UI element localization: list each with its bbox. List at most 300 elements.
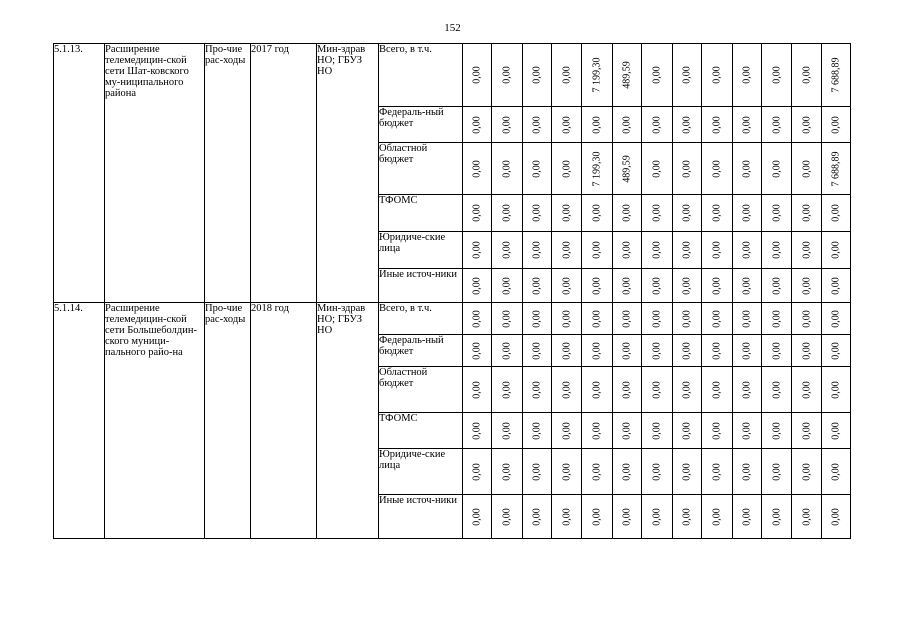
value-text: 0,00	[651, 204, 663, 222]
value-cell	[702, 335, 733, 367]
value-text: 0,00	[741, 507, 753, 526]
value-cell	[733, 195, 762, 232]
value-cell	[822, 413, 851, 449]
value-text: 0,00	[830, 507, 842, 526]
value-text: 0,00	[501, 507, 513, 526]
value-cell	[552, 195, 582, 232]
value-cell	[762, 303, 792, 335]
value-text: 0,00	[561, 341, 572, 360]
value-cell	[792, 413, 822, 449]
value-cell	[582, 413, 613, 449]
value-text: 0,00	[771, 159, 782, 178]
value-cell	[552, 303, 582, 335]
value-text: 0,00	[561, 507, 572, 526]
value-cell	[733, 44, 762, 107]
value-text: 0,00	[711, 159, 723, 178]
value-text: 0,00	[801, 507, 812, 526]
executor: Мин-здрав НО; ГБУЗ НО	[317, 303, 379, 539]
value-cell	[552, 107, 582, 143]
value-text: 0,00	[591, 204, 603, 222]
value-text: 0,00	[531, 66, 543, 84]
value-text: 0,00	[591, 341, 603, 360]
funding-source: Всего, в т.ч.	[379, 303, 463, 335]
value-text: 0,00	[501, 115, 513, 134]
funding-source: Юридиче-ские лица	[379, 449, 463, 495]
value-text: 0,00	[651, 421, 663, 440]
value-text: 0,00	[801, 309, 812, 328]
value-cell	[673, 107, 702, 143]
value-cell	[673, 44, 702, 107]
value-cell	[582, 44, 613, 107]
value-text: 0,00	[501, 159, 513, 178]
value-text: 0,00	[561, 159, 572, 178]
value-text: 0,00	[771, 241, 782, 259]
value-cell	[673, 367, 702, 413]
value-text: 0,00	[471, 159, 483, 178]
value-text: 7 688,89	[830, 57, 842, 93]
value-text: 0,00	[471, 380, 483, 399]
value-text: 0,00	[531, 341, 543, 360]
value-cell	[463, 495, 492, 539]
value-cell	[523, 303, 552, 335]
value-text: 0,00	[741, 421, 753, 440]
value-text: 0,00	[591, 276, 603, 295]
value-cell	[792, 449, 822, 495]
value-text: 0,00	[651, 241, 663, 259]
value-text: 0,00	[771, 380, 782, 399]
value-text: 0,00	[621, 341, 633, 360]
value-cell	[733, 232, 762, 269]
value-cell	[702, 495, 733, 539]
value-cell	[492, 367, 523, 413]
value-cell	[762, 495, 792, 539]
value-cell	[613, 367, 642, 413]
value-text: 0,00	[531, 159, 543, 178]
value-text: 0,00	[711, 204, 723, 222]
value-cell	[523, 269, 552, 303]
value-cell	[673, 303, 702, 335]
value-text: 0,00	[681, 341, 693, 360]
value-text: 0,00	[711, 421, 723, 440]
value-text: 0,00	[561, 115, 572, 134]
value-text: 489,59	[621, 61, 633, 89]
value-cell	[492, 107, 523, 143]
value-text: 0,00	[591, 115, 603, 134]
value-text: 0,00	[681, 276, 693, 295]
value-text: 0,00	[681, 115, 693, 134]
value-text: 0,00	[801, 421, 812, 440]
value-text: 0,00	[621, 380, 633, 399]
value-text: 0,00	[621, 276, 633, 295]
value-cell	[642, 413, 673, 449]
value-text: 0,00	[531, 241, 543, 259]
value-text: 0,00	[531, 309, 543, 328]
value-text: 0,00	[830, 462, 842, 481]
value-text: 0,00	[741, 309, 753, 328]
value-cell	[642, 195, 673, 232]
value-text: 0,00	[830, 241, 842, 259]
value-text: 0,00	[621, 507, 633, 526]
value-cell	[673, 232, 702, 269]
value-text: 0,00	[681, 241, 693, 259]
value-text: 0,00	[771, 421, 782, 440]
value-cell	[463, 195, 492, 232]
value-cell	[702, 107, 733, 143]
value-cell	[552, 367, 582, 413]
value-cell	[673, 269, 702, 303]
value-cell	[673, 195, 702, 232]
value-text: 0,00	[801, 462, 812, 481]
value-text: 0,00	[621, 204, 633, 222]
value-text: 0,00	[591, 241, 603, 259]
value-cell	[702, 303, 733, 335]
value-text: 0,00	[651, 66, 663, 84]
value-cell	[492, 449, 523, 495]
value-cell	[492, 303, 523, 335]
value-cell	[792, 195, 822, 232]
value-text: 0,00	[711, 115, 723, 134]
value-cell	[733, 143, 762, 195]
value-cell	[792, 232, 822, 269]
value-cell	[523, 143, 552, 195]
value-cell	[822, 195, 851, 232]
funding-source: Юридиче-ские лица	[379, 232, 463, 269]
row-code: 5.1.14.	[54, 303, 105, 539]
value-cell	[792, 269, 822, 303]
value-text: 0,00	[621, 241, 633, 259]
value-text: 0,00	[711, 309, 723, 328]
value-text: 0,00	[471, 204, 483, 222]
value-text: 0,00	[531, 380, 543, 399]
year: 2017 год	[251, 44, 317, 303]
value-text: 0,00	[741, 241, 753, 259]
value-cell	[552, 335, 582, 367]
value-cell	[762, 107, 792, 143]
value-text: 0,00	[711, 341, 723, 360]
value-cell	[552, 495, 582, 539]
value-cell	[792, 335, 822, 367]
value-text: 0,00	[501, 462, 513, 481]
value-text: 0,00	[801, 159, 812, 178]
value-cell	[552, 232, 582, 269]
value-cell	[492, 232, 523, 269]
value-cell	[673, 335, 702, 367]
expense-type: Про-чие рас-ходы	[205, 303, 251, 539]
value-cell	[733, 367, 762, 413]
value-cell	[523, 495, 552, 539]
value-text: 0,00	[801, 204, 812, 222]
value-text: 0,00	[681, 462, 693, 481]
value-text: 0,00	[621, 115, 633, 134]
value-text: 0,00	[830, 421, 842, 440]
value-text: 0,00	[741, 462, 753, 481]
value-cell	[582, 232, 613, 269]
value-text: 0,00	[561, 421, 572, 440]
value-text: 0,00	[651, 276, 663, 295]
value-cell	[523, 413, 552, 449]
value-text: 0,00	[531, 115, 543, 134]
measure-name: Расширение телемедицин-ской сети Шат-ковского му-ниципального района	[105, 44, 205, 303]
value-cell	[523, 449, 552, 495]
value-text: 0,00	[621, 462, 633, 481]
value-text: 0,00	[591, 507, 603, 526]
value-text: 0,00	[471, 421, 483, 440]
value-cell	[673, 449, 702, 495]
value-text: 0,00	[561, 241, 572, 259]
value-text: 0,00	[531, 507, 543, 526]
value-text: 0,00	[771, 66, 782, 84]
value-cell	[673, 413, 702, 449]
value-text: 0,00	[501, 341, 513, 360]
value-cell	[762, 195, 792, 232]
value-cell	[582, 303, 613, 335]
value-text: 0,00	[501, 309, 513, 328]
value-cell	[702, 44, 733, 107]
value-text: 0,00	[501, 241, 513, 259]
value-cell	[702, 195, 733, 232]
value-text: 0,00	[591, 380, 603, 399]
table-row	[54, 303, 851, 335]
value-cell	[582, 335, 613, 367]
value-text: 0,00	[801, 66, 812, 84]
value-text: 0,00	[501, 421, 513, 440]
funding-source: ТФОМС	[379, 195, 463, 232]
value-cell	[733, 335, 762, 367]
value-cell	[762, 269, 792, 303]
value-cell	[523, 107, 552, 143]
value-text: 0,00	[711, 462, 723, 481]
value-cell	[792, 303, 822, 335]
value-text: 0,00	[681, 507, 693, 526]
value-text: 0,00	[501, 204, 513, 222]
value-cell	[613, 232, 642, 269]
value-cell	[822, 303, 851, 335]
value-cell	[762, 449, 792, 495]
value-cell	[582, 195, 613, 232]
value-cell	[733, 269, 762, 303]
value-cell	[613, 449, 642, 495]
value-cell	[613, 107, 642, 143]
value-cell	[702, 413, 733, 449]
value-text: 0,00	[830, 309, 842, 328]
value-cell	[523, 44, 552, 107]
value-text: 0,00	[830, 204, 842, 222]
value-cell	[552, 413, 582, 449]
value-text: 0,00	[651, 462, 663, 481]
value-text: 0,00	[591, 421, 603, 440]
value-cell	[642, 335, 673, 367]
value-cell	[792, 107, 822, 143]
value-cell	[463, 303, 492, 335]
value-text: 0,00	[531, 421, 543, 440]
value-cell	[762, 413, 792, 449]
value-text: 0,00	[651, 380, 663, 399]
value-cell	[463, 269, 492, 303]
value-text: 0,00	[801, 276, 812, 295]
value-cell	[552, 269, 582, 303]
value-cell	[463, 449, 492, 495]
value-text: 0,00	[681, 421, 693, 440]
executor: Мин-здрав НО; ГБУЗ НО	[317, 44, 379, 303]
value-text: 0,00	[801, 341, 812, 360]
value-text: 0,00	[830, 341, 842, 360]
value-text: 0,00	[741, 115, 753, 134]
value-cell	[642, 107, 673, 143]
value-text: 0,00	[531, 276, 543, 295]
table-row	[54, 44, 851, 107]
value-cell	[582, 107, 613, 143]
funding-source: Всего, в т.ч.	[379, 44, 463, 107]
value-text: 0,00	[711, 66, 723, 84]
value-cell	[552, 44, 582, 107]
value-text: 7 199,30	[591, 151, 603, 186]
value-cell	[642, 495, 673, 539]
value-text: 0,00	[501, 66, 513, 84]
value-cell	[733, 449, 762, 495]
value-text: 0,00	[771, 115, 782, 134]
value-cell	[492, 44, 523, 107]
funding-source: ТФОМС	[379, 413, 463, 449]
expense-type: Про-чие рас-ходы	[205, 44, 251, 303]
value-text: 0,00	[801, 241, 812, 259]
value-cell	[762, 335, 792, 367]
value-text: 0,00	[561, 309, 572, 328]
value-text: 0,00	[711, 241, 723, 259]
value-text: 0,00	[711, 276, 723, 295]
value-text: 0,00	[681, 159, 693, 178]
value-cell	[492, 143, 523, 195]
value-text: 0,00	[741, 159, 753, 178]
value-text: 0,00	[741, 204, 753, 222]
value-text: 0,00	[830, 276, 842, 295]
page-number: 152	[444, 22, 461, 34]
value-cell	[792, 495, 822, 539]
value-text: 0,00	[561, 462, 572, 481]
value-cell	[762, 143, 792, 195]
value-text: 0,00	[651, 507, 663, 526]
value-cell	[642, 269, 673, 303]
value-text: 489,59	[621, 154, 633, 183]
value-cell	[822, 269, 851, 303]
value-cell	[642, 367, 673, 413]
value-text: 0,00	[531, 462, 543, 481]
budget-table	[53, 43, 851, 539]
value-cell	[463, 413, 492, 449]
value-cell	[492, 335, 523, 367]
value-cell	[702, 232, 733, 269]
value-text: 0,00	[471, 66, 483, 84]
value-text: 0,00	[651, 309, 663, 328]
value-text: 0,00	[711, 507, 723, 526]
value-cell	[642, 232, 673, 269]
value-cell	[613, 495, 642, 539]
value-cell	[822, 143, 851, 195]
value-text: 0,00	[741, 380, 753, 399]
value-cell	[702, 367, 733, 413]
value-cell	[582, 269, 613, 303]
value-cell	[642, 44, 673, 107]
value-cell	[792, 44, 822, 107]
value-cell	[492, 269, 523, 303]
value-cell	[822, 232, 851, 269]
value-cell	[613, 413, 642, 449]
value-text: 0,00	[651, 115, 663, 134]
value-cell	[762, 367, 792, 413]
value-cell	[613, 195, 642, 232]
value-text: 0,00	[591, 309, 603, 328]
value-cell	[642, 303, 673, 335]
value-text: 0,00	[830, 115, 842, 134]
value-cell	[702, 143, 733, 195]
value-text: 0,00	[621, 421, 633, 440]
value-cell	[492, 413, 523, 449]
value-text: 0,00	[681, 204, 693, 222]
value-text: 0,00	[681, 380, 693, 399]
value-cell	[792, 143, 822, 195]
value-text: 0,00	[771, 341, 782, 360]
value-cell	[673, 495, 702, 539]
value-text: 0,00	[621, 309, 633, 328]
value-cell	[642, 143, 673, 195]
value-text: 0,00	[531, 204, 543, 222]
value-text: 0,00	[771, 507, 782, 526]
value-text: 0,00	[830, 380, 842, 399]
value-text: 0,00	[801, 380, 812, 399]
value-cell	[552, 143, 582, 195]
value-text: 0,00	[801, 115, 812, 134]
value-text: 0,00	[741, 276, 753, 295]
value-text: 0,00	[771, 309, 782, 328]
budget-table-body	[54, 44, 851, 539]
value-cell	[822, 107, 851, 143]
value-cell	[822, 335, 851, 367]
value-cell	[463, 107, 492, 143]
value-text: 7 688,89	[830, 151, 842, 186]
value-text: 0,00	[741, 341, 753, 360]
value-text: 0,00	[471, 341, 483, 360]
value-cell	[792, 367, 822, 413]
value-cell	[523, 367, 552, 413]
value-text: 0,00	[561, 380, 572, 399]
value-text: 0,00	[741, 66, 753, 84]
value-text: 0,00	[771, 204, 782, 222]
value-text: 0,00	[561, 204, 572, 222]
funding-source: Иные источ-ники	[379, 269, 463, 303]
value-text: 0,00	[681, 309, 693, 328]
value-cell	[702, 449, 733, 495]
value-cell	[613, 44, 642, 107]
value-cell	[552, 449, 582, 495]
value-cell	[523, 232, 552, 269]
value-cell	[733, 303, 762, 335]
value-text: 0,00	[471, 115, 483, 134]
value-text: 0,00	[471, 309, 483, 328]
funding-source: Федераль-ный бюджет	[379, 335, 463, 367]
value-cell	[822, 449, 851, 495]
value-cell	[822, 495, 851, 539]
value-text: 0,00	[501, 276, 513, 295]
value-cell	[762, 232, 792, 269]
value-cell	[582, 367, 613, 413]
value-text: 0,00	[471, 241, 483, 259]
row-code: 5.1.13.	[54, 44, 105, 303]
value-text: 0,00	[651, 341, 663, 360]
value-text: 0,00	[591, 462, 603, 481]
value-text: 0,00	[651, 159, 663, 178]
value-cell	[523, 195, 552, 232]
value-cell	[702, 269, 733, 303]
value-cell	[642, 449, 673, 495]
